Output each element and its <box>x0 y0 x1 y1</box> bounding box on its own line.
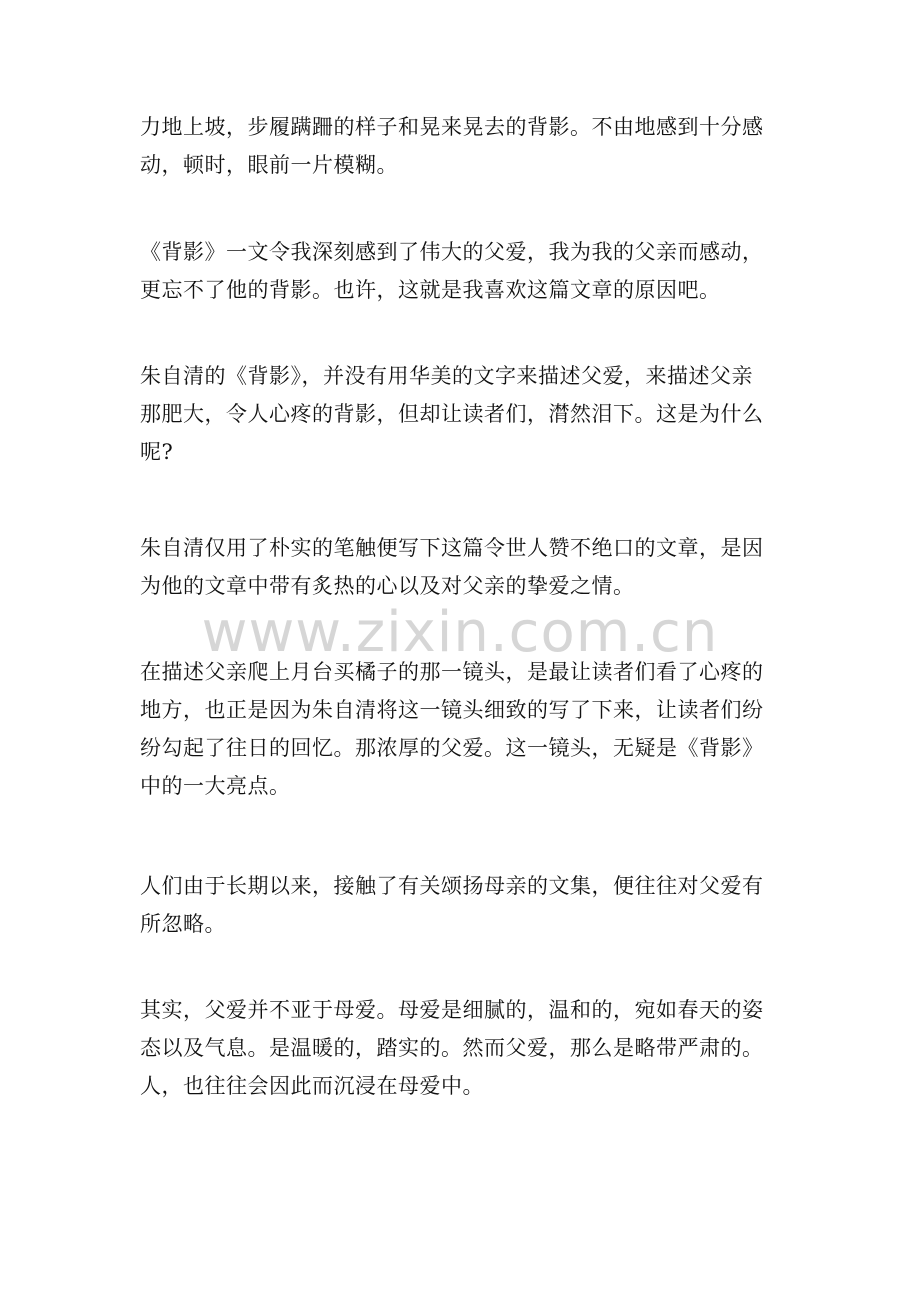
paragraph-1 <box>140 108 780 184</box>
paragraph-6 <box>140 867 780 943</box>
paragraph-line: 纷勾起了往日的回忆。那浓厚的父爱。这一镜头，无疑是《背影》 <box>140 736 764 760</box>
paragraph-line: 人，也往往会因此而沉浸在母爱中。 <box>140 1074 484 1098</box>
paragraph-2 <box>140 233 780 309</box>
paragraph-line: 《背影》一文令我深刻感到了伟大的父爱，我为我的父亲而感动， <box>140 240 764 264</box>
paragraph-line: 其实，父爱并不亚于母爱。母爱是细腻的，温和的，宛如春天的姿 <box>140 998 764 1022</box>
paragraph-line: 更忘不了他的背影。也许，这就是我喜欢这篇文章的原因吧。 <box>140 278 721 302</box>
paragraph-line: 呢? <box>140 440 174 464</box>
paragraph-line: 地方，也正是因为朱自清将这一镜头细致的写了下来，让读者们纷 <box>140 698 764 722</box>
paragraph-line: 态以及气息。是温暖的，踏实的。然而父爱，那么是略带严肃的。 <box>140 1036 764 1060</box>
paragraph-7 <box>140 991 780 1105</box>
paragraph-5 <box>140 653 780 805</box>
watermark: www.zixin.com.cn <box>201 600 719 665</box>
paragraph-line: 朱自清仅用了朴实的笔触便写下这篇令世人赞不绝口的文章，是因 <box>140 536 764 560</box>
paragraph-3 <box>140 357 780 471</box>
paragraph-line: 动，顿时，眼前一片模糊。 <box>140 153 398 177</box>
paragraph-line: 力地上坡，步履蹒跚的样子和晃来晃去的背影。不由地感到十分感 <box>140 115 764 139</box>
paragraph-line: 朱自清的《背影》，并没有用华美的文字来描述父爱，来描述父亲 <box>140 364 753 388</box>
paragraph-4 <box>140 529 780 605</box>
paragraph-line: 在描述父亲爬上月台买橘子的那一镜头，是最让读者们看了心疼的 <box>140 660 764 684</box>
paragraph-line: 为他的文章中带有炙热的心以及对父亲的挚爱之情。 <box>140 574 635 598</box>
paragraph-line: 所忽略。 <box>140 912 226 936</box>
paragraph-line: 中的一大亮点。 <box>140 774 291 798</box>
paragraph-line: 那肥大，令人心疼的背影，但却让读者们，潸然泪下。这是为什么 <box>140 402 764 426</box>
paragraph-line: 人们由于长期以来，接触了有关颂扬母亲的文集，便往往对父爱有 <box>140 874 764 898</box>
